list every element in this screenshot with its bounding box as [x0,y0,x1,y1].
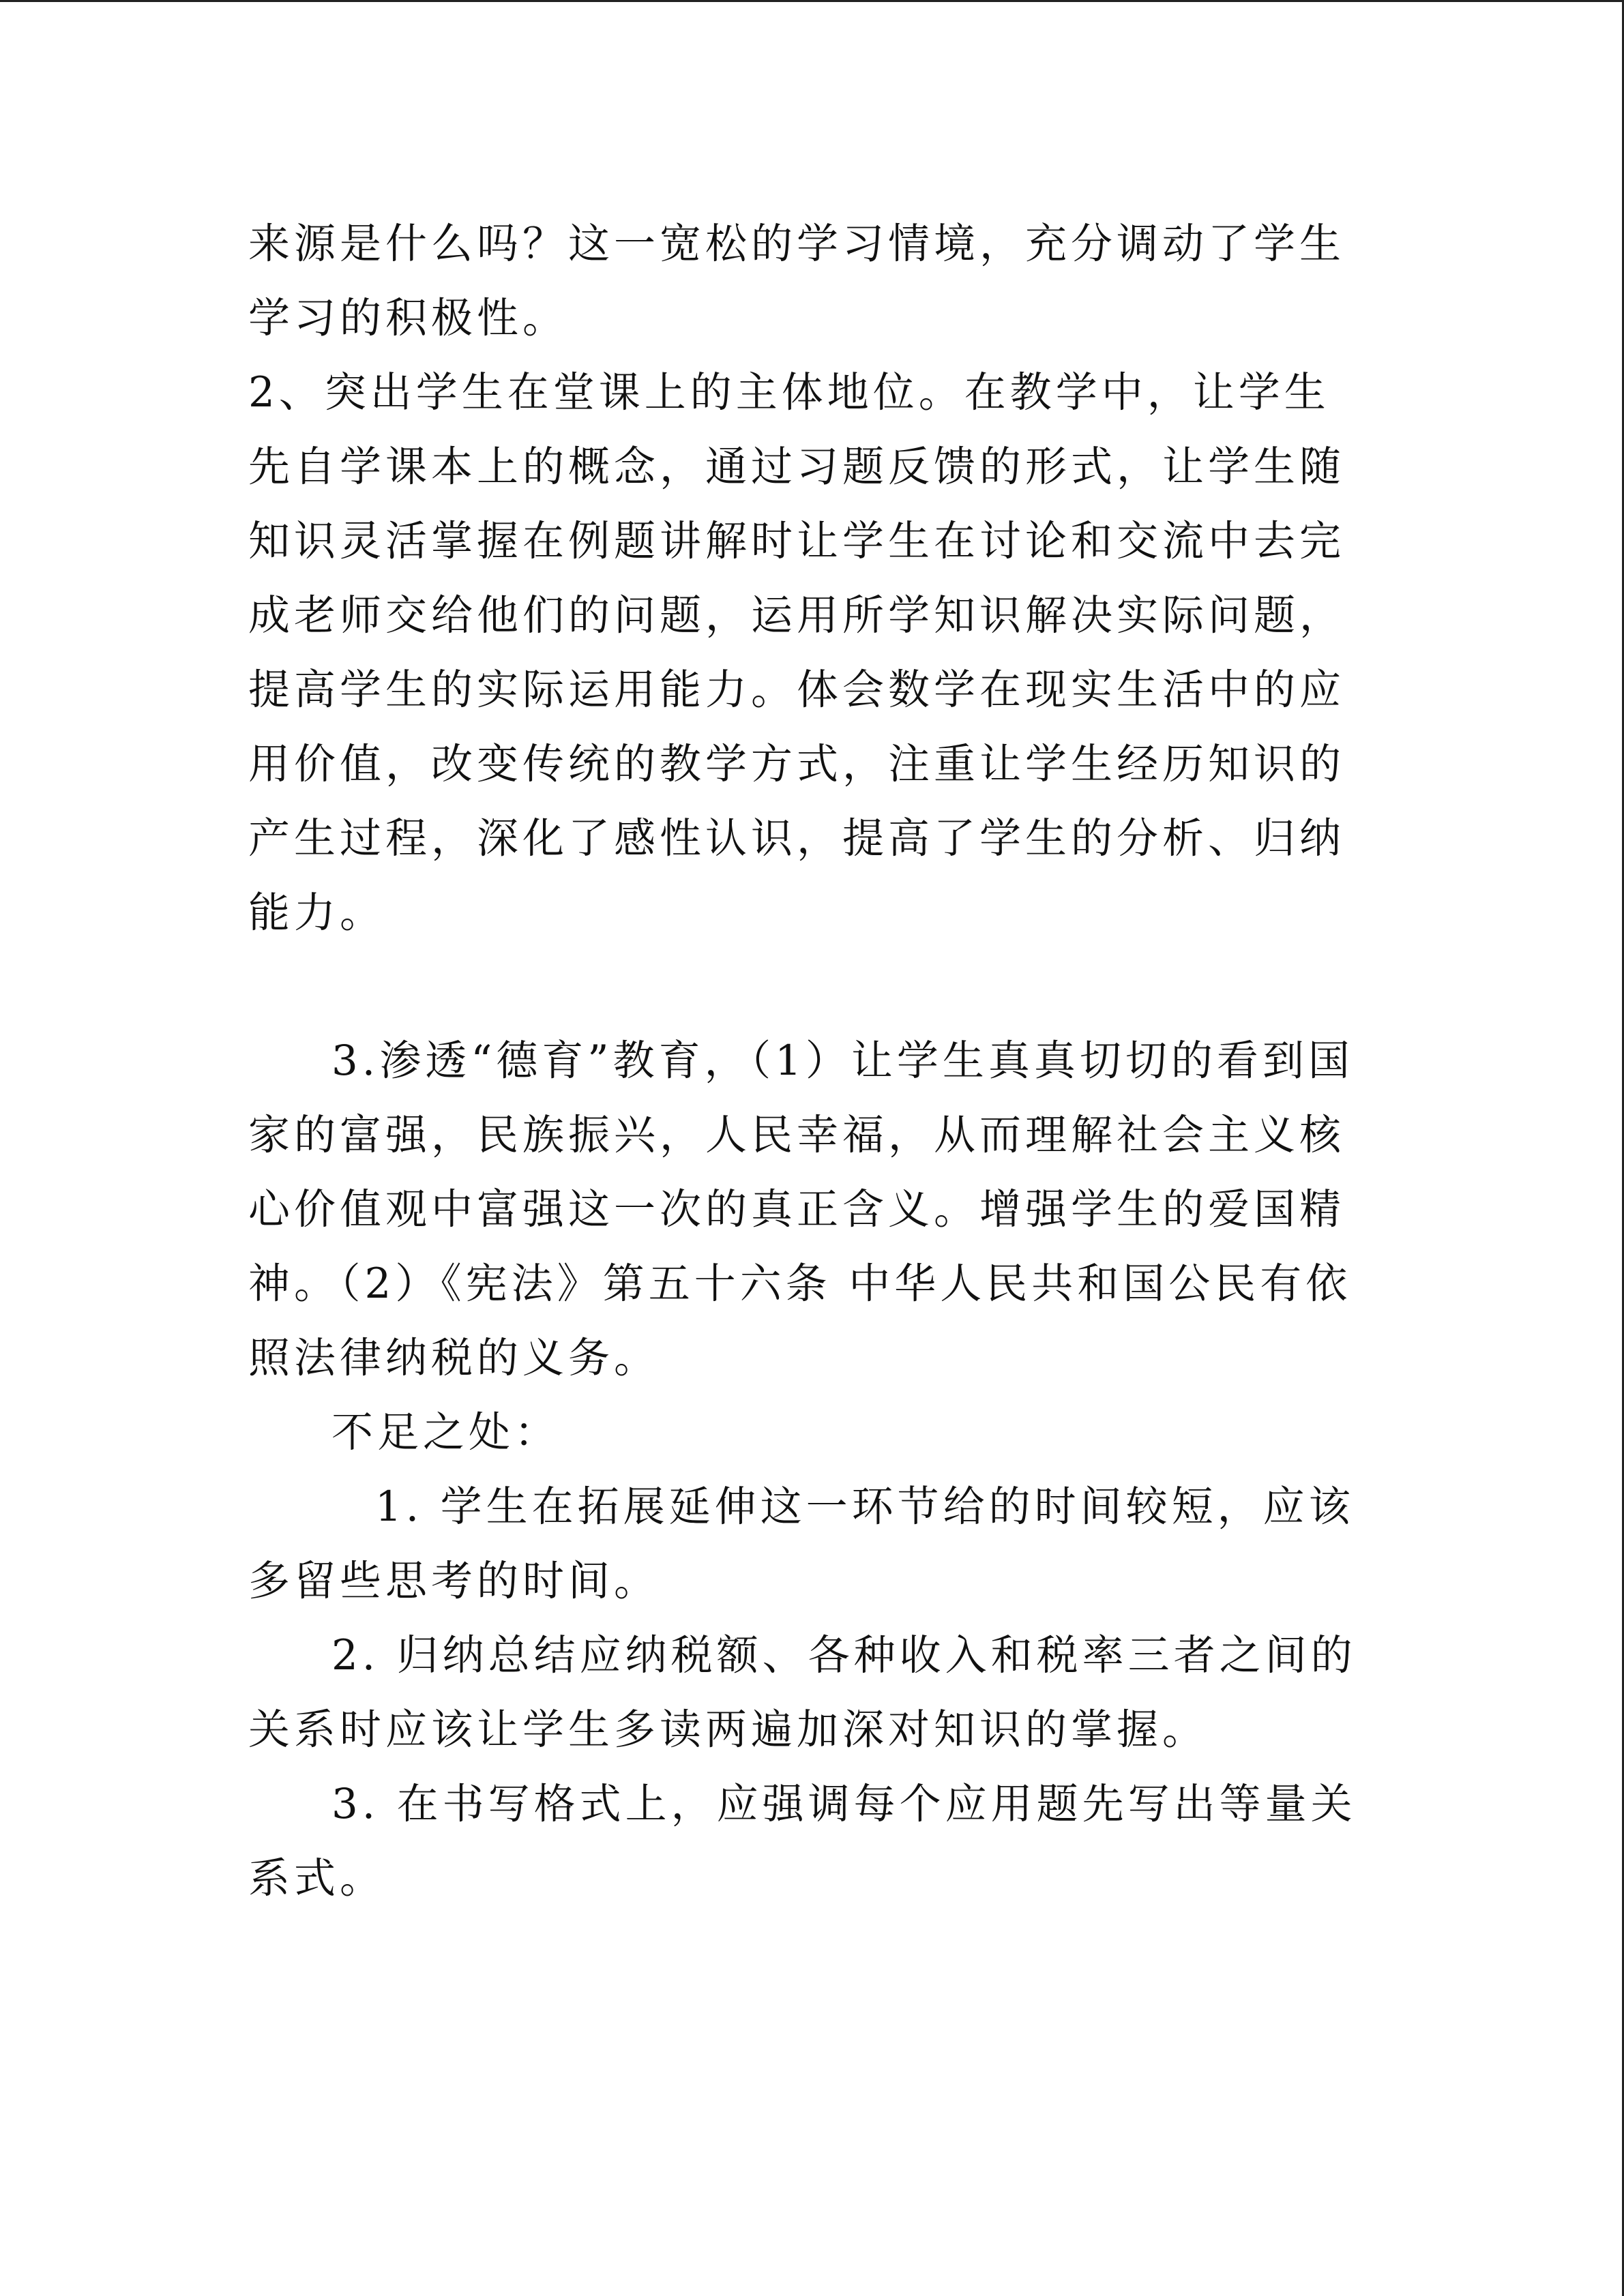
paragraph-point-3: 3.渗透“德育”教育，（1）让学生真真切切的看到国家的富强，民族振兴，人民幸福，从而理解社会主义核心价值观中富强这一次的真正含义。增强学生的爱国精神。（2）《宪法》第五十六条 中华人民共和国公民有依照法律纳税的义务。 [248,1037,1354,1382]
shortcoming-item-1: 1. 学生在拓展延伸这一环节给的时间较短，应该多留些思考的时间。 [248,1482,1355,1605]
document-body [248,207,1367,1915]
shortcomings-heading: 不足之处： [331,1408,561,1457]
paragraph-point-2: 2、突出学生在堂课上的主体地位。在教学中，让学生先自学课本上的概念，通过习题反馈的形式，让学生随知识灵活掌握在例题讲解时让学生在讨论和交流中去完成老师交给他们的问题，运用所学知识解决实际问题，提高学生的实际运用能力。体会数学在现实生活中的应用价值，改变传统的教学方式，注重让学生经历知识的产生过程，深化了感性认识，提高了学生的分析、归纳能力。 [248,368,1346,937]
paragraph-intro-continuation: 来源是什么吗？这一宽松的学习情境，充分调动了学生学习的积极性。 [248,220,1346,342]
shortcoming-item-3: 3. 在书写格式上，应强调每个应用题先写出等量关系式。 [248,1780,1357,1903]
shortcoming-item-2: 2. 归纳总结应纳税额、各种收入和税率三者之间的关系时应该让学生多读两遍加深对知识的掌握。 [248,1631,1357,1754]
